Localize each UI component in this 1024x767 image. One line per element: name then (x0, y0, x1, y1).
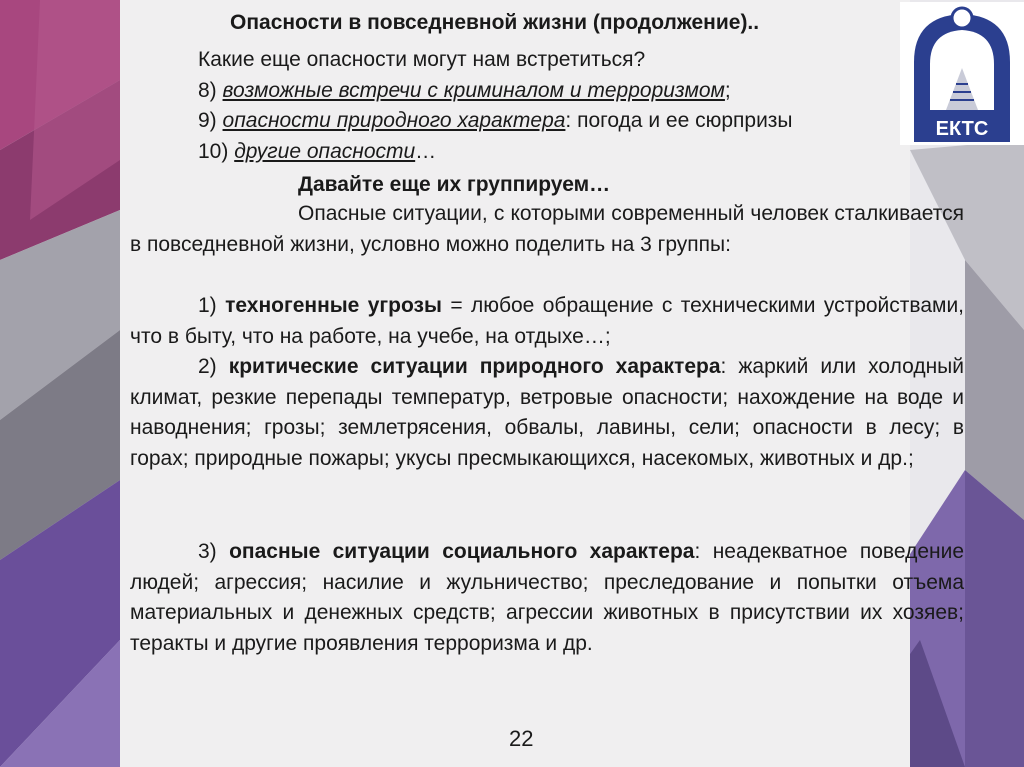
svg-text:ЕКТС: ЕКТС (935, 118, 989, 140)
list-item: 8) возможные встречи с криминалом и терроризмом; (198, 78, 731, 102)
group-heading: Давайте еще их группируем… (298, 173, 611, 196)
ektc-logo (900, 2, 1024, 145)
list-item: 10) другие опасности… (198, 139, 437, 163)
group-paragraph: 1) техногенные угрозы = любое обращение с техническими устройствами, что в быту, что на работе, на учебе, на отдыхе…; (130, 294, 965, 348)
group-paragraph: 2) критические ситуации природного характера: жаркий или холодный климат, резкие перепады температур, ветровые опасности; нахождение на воде и наводнения; грозы; землетрясения, обвалы, лавины, сели; опасности в лесу; в горах; природные пожары; укусы пресмыкающихся, насекомых, животных и др.; (130, 355, 964, 470)
group-paragraph: 3) опасные ситуации социального характера: неадекватное поведение людей; агрессия; насилие и жульничество; преследование и попытки отъема материальных и денежных средств; агрессии животных в присутствии их хозяев; теракты и другие проявления терроризма и др. (130, 540, 965, 655)
page-number: 22 (509, 726, 534, 751)
slide-title: Опасности в повседневной жизни (продолжение).. (230, 11, 760, 34)
question-line: Какие еще опасности могут нам встретиться? (198, 48, 646, 71)
list-item: 9) опасности природного характера: погода и ее сюрпризы (198, 109, 793, 133)
intro-paragraph: Опасные ситуации, с которыми современный человек сталкивается в повседневной жизни, условно можно поделить на 3 группы: (130, 202, 964, 256)
